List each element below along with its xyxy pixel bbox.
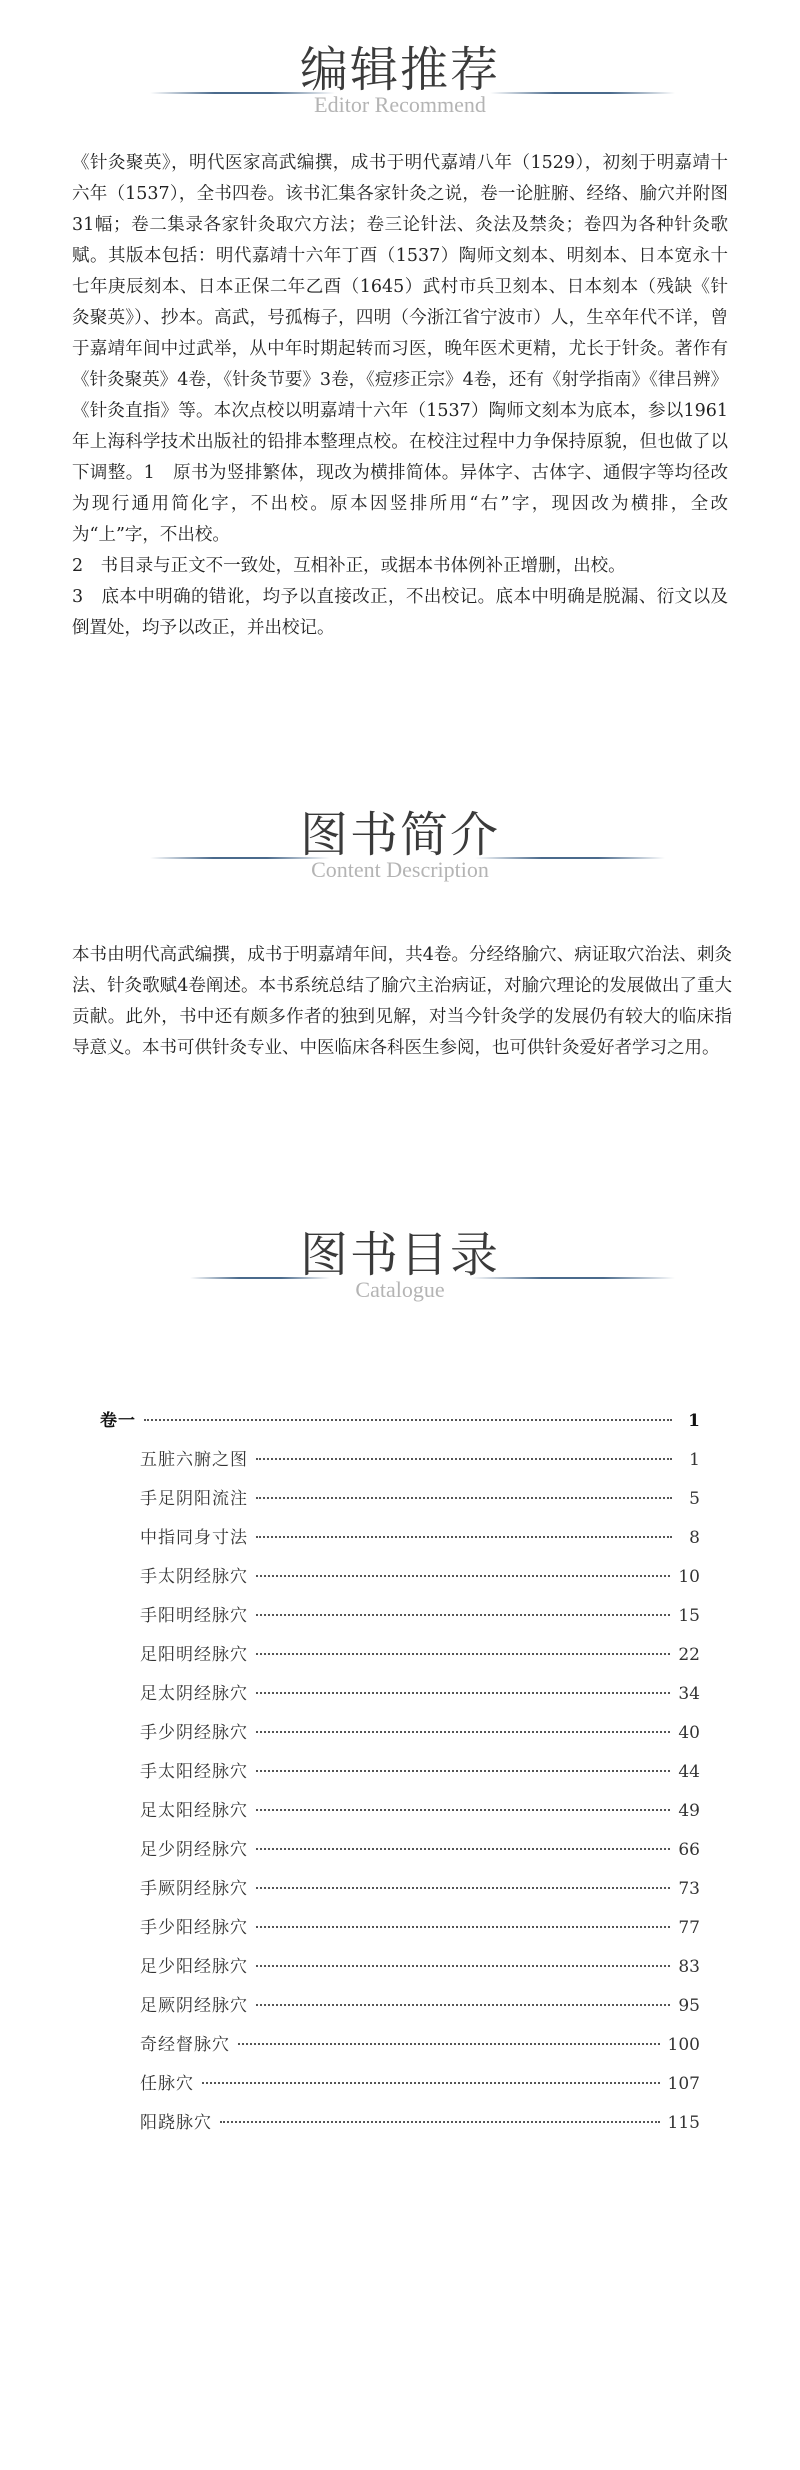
toc-item	[100, 1640, 700, 1679]
toc-leader-dots	[202, 2082, 660, 2084]
toc-leader-dots	[256, 1770, 670, 1772]
toc-item	[100, 1991, 700, 2030]
toc-item-label: 足少阴经脉穴	[140, 1840, 248, 1860]
toc-page-number: 22	[678, 1645, 700, 1665]
table-of-contents	[100, 1406, 700, 2147]
editor-paragraph: 《针灸聚英》，明代医家高武编撰，成书于明代嘉靖八年（1529），初刻于明嘉靖十六年（1537），全书四卷。该书汇集各家针灸之说，卷一论脏腑、经络、腧穴并附图31幅；卷二集录各家针灸取穴方法；卷三论针法、灸法及禁灸；卷四为各种针灸歌赋。其版本包括：明代嘉靖十六年丁酉（1537）陶师文刻本、明刻本、日本宽永十七年庚辰刻本、日本正保二年乙酉（1645）武村市兵卫刻本、日本刻本（残缺《针灸聚英》）、抄本。高武，号孤梅子，四明（今浙江省宁波市）人，生卒年代不详，曾于嘉靖年间中过武举，从中年时期起转而习医，晚年医术更精，尤长于针灸。著作有《针灸聚英》4卷，《针灸节要》3卷，《痘疹正宗》4卷，还有《射学指南》《律吕辨》《针灸直指》等。本次点校以明嘉靖十六年（1537）陶师文刻本为底本，参以1961年上海科学技术出版社的铅排本整理点校。在校注过程中力争保持原貌，但也做了以下调整。1 原书为竖排繁体，现改为横排简体。异体字、古体字、通假字等均径改为现行通用简化字，不出校。原本因竖排所用“右”字，现因改为横排，全改为“上”字，不出校。	[72, 153, 728, 545]
toc-leader-dots	[256, 1653, 670, 1655]
toc-leader-dots	[256, 1809, 670, 1811]
toc-page-number: 95	[678, 1996, 700, 2016]
toc-leader-dots	[256, 1458, 672, 1460]
section-subtitle: Editor Recommend	[314, 92, 486, 117]
toc-page-number: 1	[688, 1411, 700, 1431]
toc-page-number: 49	[678, 1801, 700, 1821]
toc-item	[100, 1562, 700, 1601]
toc-item	[100, 1952, 700, 1991]
toc-item-label: 手厥阴经脉穴	[140, 1879, 248, 1899]
toc-item	[100, 1484, 700, 1523]
toc-item-label: 足太阳经脉穴	[140, 1801, 248, 1821]
toc-item-label: 五脏六腑之图	[140, 1450, 248, 1470]
section-title: 编辑推荐	[299, 42, 500, 98]
toc-item	[100, 1835, 700, 1874]
content-section-header	[0, 805, 800, 915]
toc-leader-dots	[256, 1887, 670, 1889]
catalogue-section-header	[0, 1225, 800, 1335]
toc-leader-dots	[256, 1575, 670, 1577]
toc-item	[100, 2030, 700, 2069]
toc-item	[100, 1796, 700, 1835]
toc-page-number: 5	[689, 1489, 700, 1509]
toc-page-number: 44	[678, 1762, 700, 1782]
section-subtitle: Catalogue	[355, 1277, 445, 1302]
toc-item-label: 手太阳经脉穴	[140, 1762, 248, 1782]
toc-item	[100, 1679, 700, 1718]
toc-item	[100, 2069, 700, 2108]
toc-leader-dots	[256, 1536, 672, 1538]
toc-item-label: 手太阴经脉穴	[140, 1567, 248, 1587]
toc-page-number: 77	[678, 1918, 700, 1938]
toc-page-number: 66	[678, 1840, 700, 1860]
toc-page-number: 100	[667, 2035, 700, 2055]
editor-paragraph: 2 书目录与正文不一致处，互相补正，或据本书体例补正增删，出校。	[72, 556, 626, 576]
editor-paragraph: 3 底本中明确的错讹，均予以直接改正，不出校记。底本中明确是脱漏、衍文以及倒置处，均予以改正，并出校记。	[72, 587, 728, 638]
toc-page-number: 15	[678, 1606, 700, 1626]
toc-item	[100, 1445, 700, 1484]
section-title: 图书目录	[299, 1227, 500, 1283]
toc-item-label: 手少阴经脉穴	[140, 1723, 248, 1743]
toc-item-label: 足少阳经脉穴	[140, 1957, 248, 1977]
toc-leader-dots	[256, 1848, 670, 1850]
toc-leader-dots	[256, 1926, 670, 1928]
toc-item	[100, 1757, 700, 1796]
toc-item	[100, 1874, 700, 1913]
toc-item	[100, 1913, 700, 1952]
toc-item-label: 足太阴经脉穴	[140, 1684, 248, 1704]
section-title: 图书简介	[299, 807, 500, 863]
content-description-text	[72, 940, 732, 1064]
toc-leader-dots	[220, 2121, 660, 2123]
toc-leader-dots	[238, 2043, 660, 2045]
toc-item-label: 中指同身寸法	[140, 1528, 248, 1548]
toc-item-label: 足阳明经脉穴	[140, 1645, 248, 1665]
toc-item-label: 手阳明经脉穴	[140, 1606, 248, 1626]
toc-volume-label: 卷一	[100, 1411, 136, 1431]
content-paragraph: 本书由明代高武编撰，成书于明嘉靖年间，共4卷。分经络腧穴、病证取穴治法、刺灸法、针灸歌赋4卷阐述。本书系统总结了腧穴主治病证，对腧穴理论的发展做出了重大贡献。此外，书中还有颇多作者的独到见解，对当今针灸学的发展仍有较大的临床指导意义。本书可供针灸专业、中医临床各科医生参阅，也可供针灸爱好者学习之用。	[72, 945, 732, 1058]
toc-item-label: 阳跷脉穴	[140, 2113, 212, 2133]
toc-item-label: 足厥阴经脉穴	[140, 1996, 248, 2016]
toc-leader-dots	[256, 1965, 670, 1967]
toc-page-number: 83	[678, 1957, 700, 1977]
toc-page-number: 115	[667, 2113, 700, 2133]
toc-leader-dots	[256, 1497, 672, 1499]
editor-section-header	[0, 40, 800, 150]
toc-leader-dots	[256, 2004, 670, 2006]
toc-item	[100, 1601, 700, 1640]
toc-item	[100, 2108, 700, 2147]
toc-item	[100, 1718, 700, 1757]
toc-item-label: 任脉穴	[140, 2074, 194, 2094]
toc-page-number: 40	[678, 1723, 700, 1743]
toc-page-number: 10	[678, 1567, 700, 1587]
toc-page-number: 1	[689, 1450, 700, 1470]
toc-page-number: 107	[667, 2074, 700, 2094]
toc-volume-row	[100, 1406, 700, 1445]
toc-leader-dots	[256, 1692, 670, 1694]
toc-item	[100, 1523, 700, 1562]
toc-item-label: 手少阳经脉穴	[140, 1918, 248, 1938]
section-subtitle: Content Description	[311, 857, 489, 882]
toc-leader-dots	[256, 1614, 670, 1616]
toc-page-number: 8	[689, 1528, 700, 1548]
toc-leader-dots	[256, 1731, 670, 1733]
toc-item-label: 奇经督脉穴	[140, 2035, 230, 2055]
toc-leader-dots	[144, 1419, 672, 1421]
toc-page-number: 34	[678, 1684, 700, 1704]
editor-recommend-text	[72, 148, 728, 644]
toc-page-number: 73	[678, 1879, 700, 1899]
toc-item-label: 手足阴阳流注	[140, 1489, 248, 1509]
